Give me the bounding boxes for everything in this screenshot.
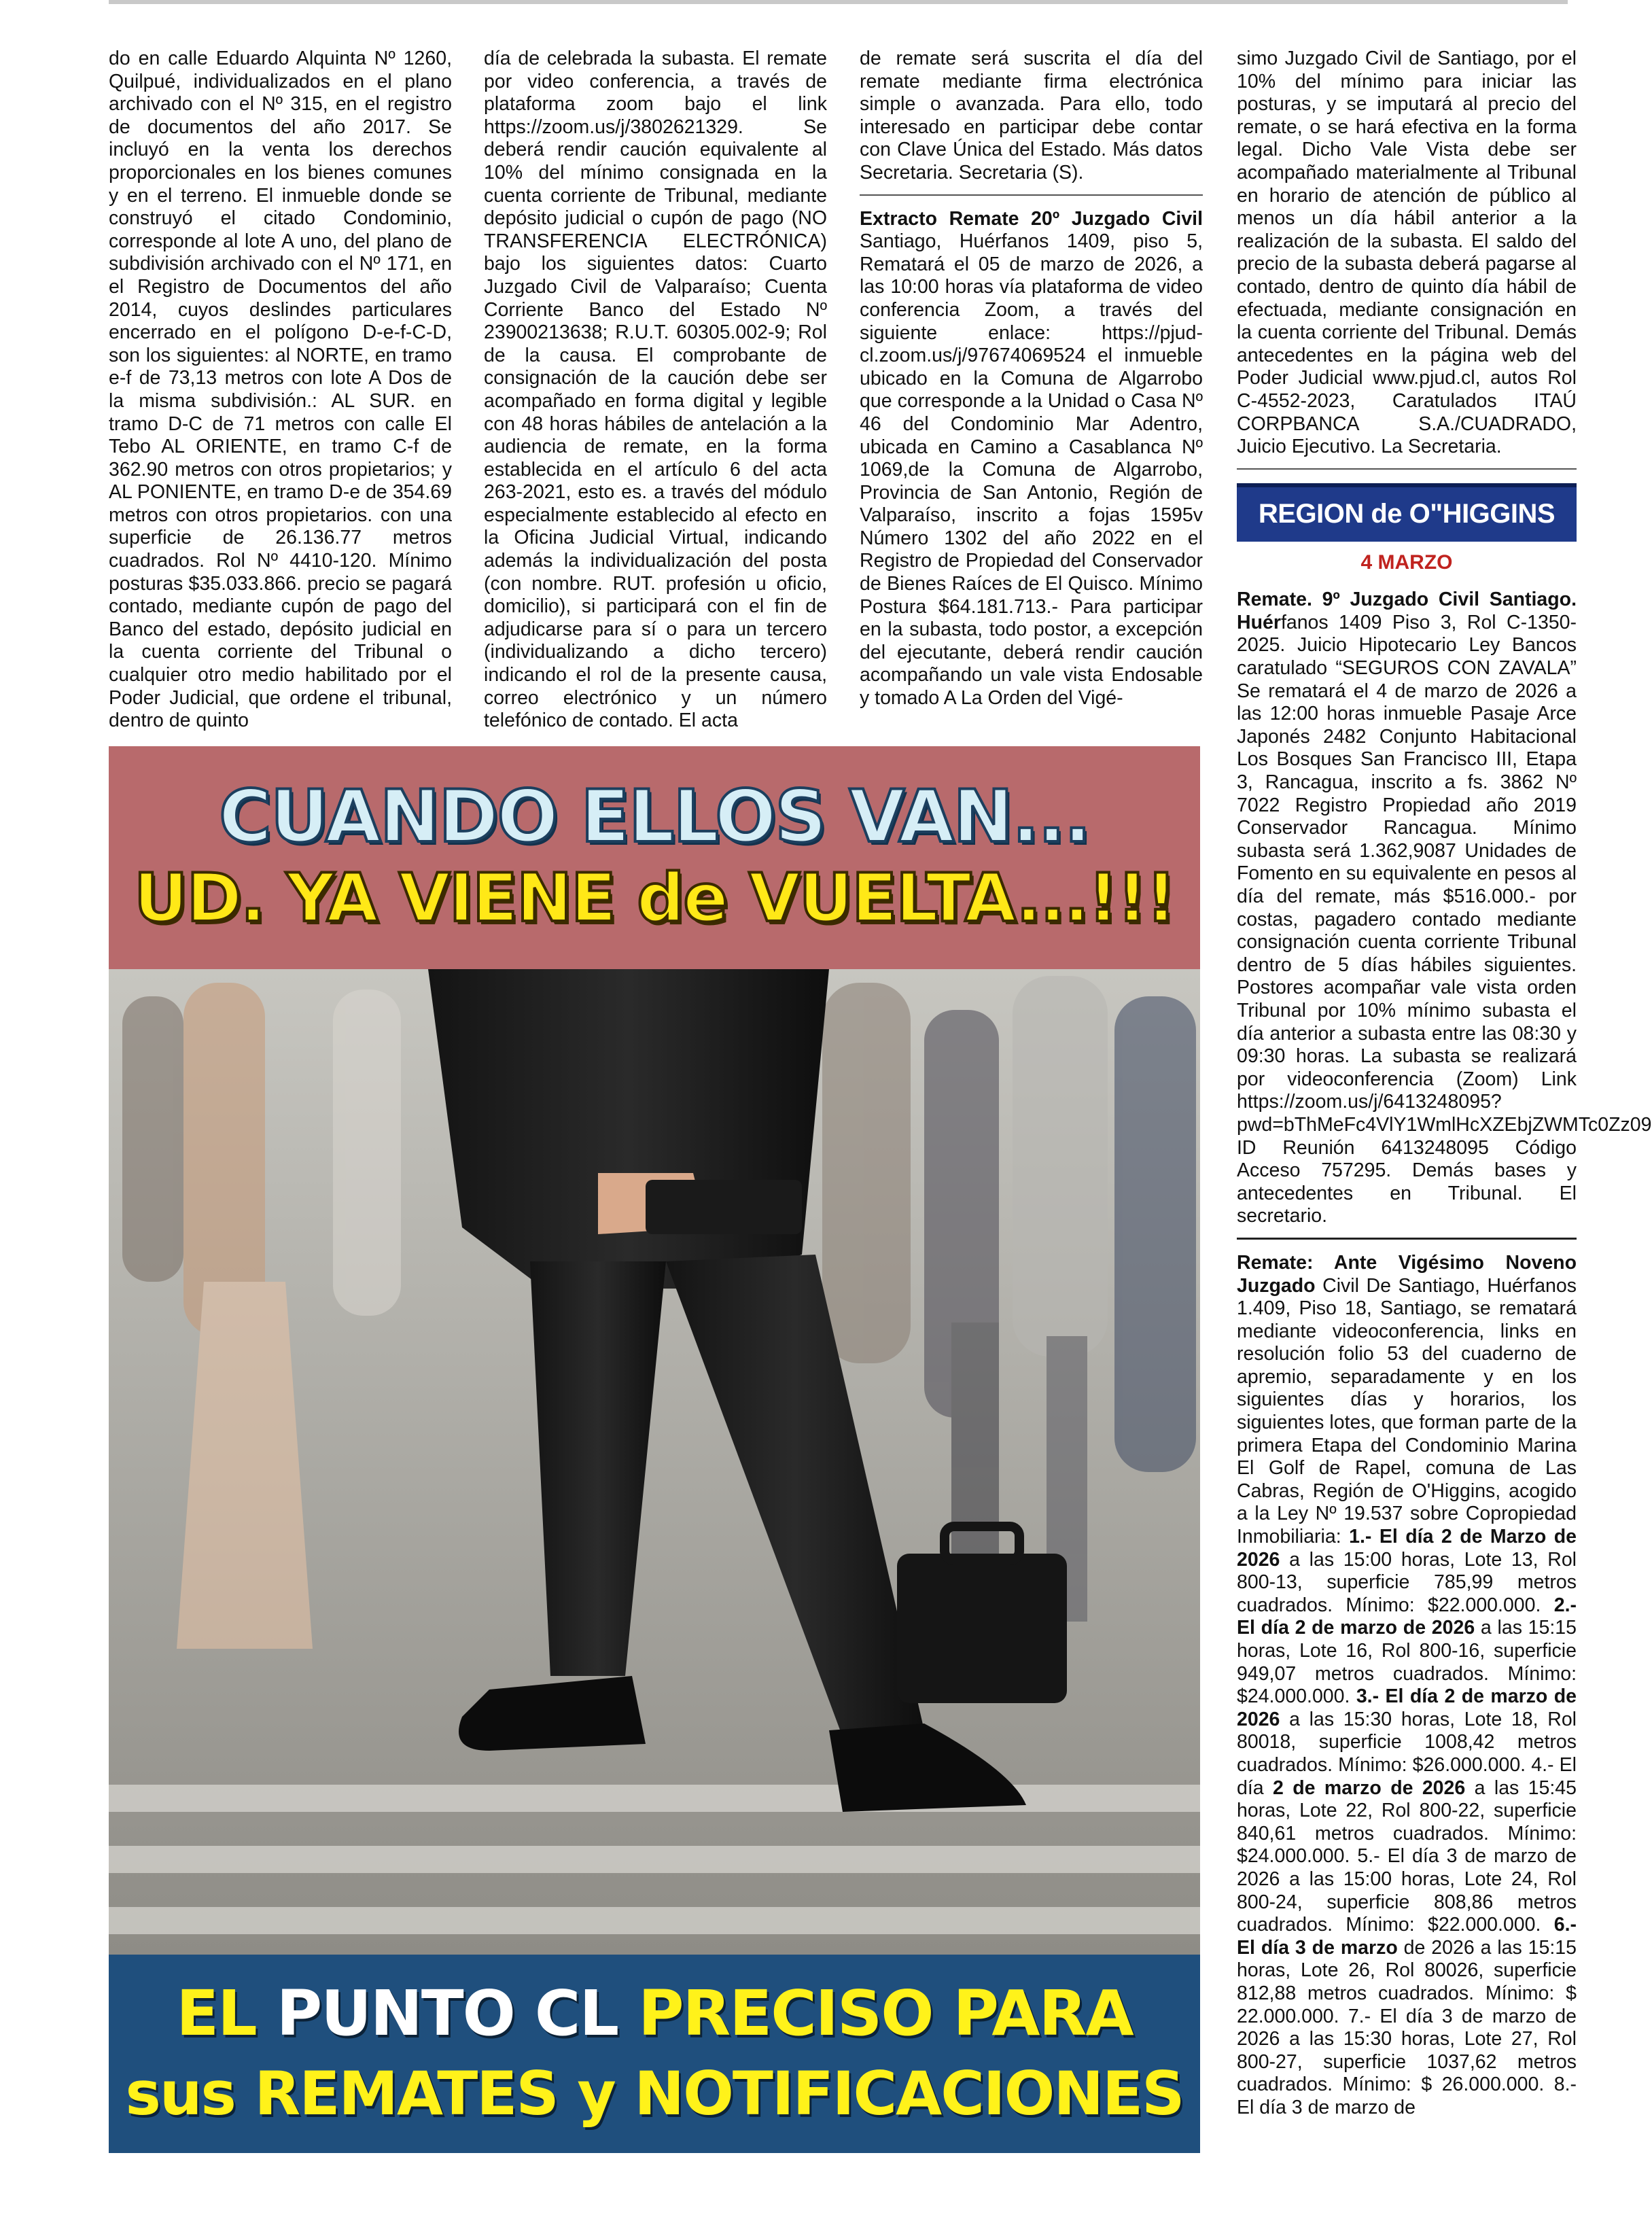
- ad-slogan-1: [176, 1974, 1132, 2054]
- date-heading: 4 MARZO: [1360, 550, 1453, 574]
- ad-photo-walking-businessman: [109, 969, 1200, 1955]
- ad-slogan-band: [109, 1955, 1200, 2153]
- ad-headline-2: UD. YA VIENE de VUELTA...!!!: [133, 860, 1176, 937]
- top-rule: [109, 0, 1568, 4]
- walking-crowd-illustration: [109, 969, 1200, 1955]
- column-4: [1237, 48, 1652, 2119]
- notice-text: día de celebrada la subasta. El remate por video conferencia, a través de plataforma zoom bajo el link https://zoom.us/j/3802621329. Se deberá rendir caución equivalente al 10% del mínimo consignada en la cuenta corriente de Tribunal, mediante depósito judicial o cupón de pago (NO TRANSFERENCIA ELECTRÓNICA) bajo los siguientes datos: Cuarto Juzgado Civil de Valparaíso; Cuenta Corriente Banco del Estado Nº 23900213638; R.U.T. 60305.002-9; Rol de la causa. El comprobante de consignación de la caución debe ser acompañado en forma digital y legible con 48 horas hábiles de antelación a la audiencia de remate, en la forma establecida en el artículo 6 del acta 263-2021, esto es. a través del módulo especialmente establecido al efecto en la Oficina Judicial Virtual, indicando además la individualización del posta (con nombre. RUT. profesión u oficio, domicilio), si participará con el fin de adjudicarse para sí o para un tercero (individualizando a dicho tercero) indicando el rol de la presente causa, correo electrónico y un número telefónico de contado. El acta: [484, 48, 827, 732]
- lot-date: 2 de marzo de 2026: [1273, 1777, 1466, 1799]
- lot-date: 3.- El día 2 de marzo de 2026: [1237, 1685, 1577, 1730]
- notice-heading: Extracto Remate 20º Juzgado Civil: [860, 207, 1203, 230]
- notice-text: a las 15:45 horas, Lote 22, Rol 800-22, superficie 840,61 metros cuadrados. Mínimo: $24.000.000. 5.- El día 3 de marzo de 2026 a las 15:00 horas, Lote 24, Rol 800-24, superficie 808,86 metros cuadrados. Mínimo: $22.000.000.: [1237, 1777, 1577, 1936]
- slogan-text: PRECISO PARA: [618, 1977, 1133, 2050]
- slogan-text: EL: [176, 1977, 277, 2050]
- notice-text: fanos 1409 Piso 3, Rol C-1350-2025. Juicio Hipotecario Ley Bancos caratulado “SEGUROS CON ZAVALA” Se rematará el 4 de marzo de 2026 a las 12:00 horas inmueble Pasaje Arce Japonés 2482 Conjunto Habitacional Los Bosques San Francisco III, Etapa 3, Rancagua, inscrito a fs. 3862 Nº 7022 Registro Propiedad año 2019 Conservador Rancagua. Mínimo subasta será 1.362,9087 Unidades de Fomento en su equivalente en pesos al día del remate, más $516.000.- por costas, pagadero contado mediante consignación cuenta corriente Tribunal dentro de 5 días hábiles siguientes. Postores acompañar vale vista orden Tribunal por 10% mínimo subasta el día anterior a subasta entre las 08:30 y 09:30 horas. La subasta se realizará por videoconferencia (Zoom) Link https://zoom.us/j/6413248095?pwd=bThMeFc4VlY1WmlHcXZEbjZWMTc0Zz09 ID Reunión 6413248095 Código Acceso 757295. Demás bases y antecedentes en Tribunal. El secretario.: [1237, 611, 1652, 1227]
- ad-headline-band: [109, 746, 1200, 969]
- notice-text: de remate será suscrita el día del remate mediante firma electrónica simple o avanzada. Para ello, todo interesado en participar debe contar con Clave Única del Estado. Más datos Secretaria. Secretaria (S).: [860, 48, 1203, 183]
- column-2: [484, 48, 827, 733]
- ad-headline-1: CUANDO ELLOS VAN...: [219, 775, 1090, 858]
- notice-divider: [1237, 468, 1577, 470]
- lot-date: 1.- El día 2 de Marzo de 2026: [1237, 1526, 1577, 1571]
- notice-heading: Remate: Ante Vigésimo Noveno Juzgado: [1237, 1251, 1577, 1297]
- notice-text: a las 15:30 horas, Lote 18, Rol 80018, superficie 1008,42 metros cuadrados. Mínimo: $26.000.000. 4.- El día: [1237, 1708, 1577, 1799]
- lot-date: 2.- El día 2 de marzo de 2026: [1237, 1594, 1577, 1639]
- notice-divider: [1237, 1238, 1577, 1240]
- notice-remate-29-juzgado: [1237, 1252, 1577, 2120]
- advertisement: [109, 746, 1200, 2153]
- lot-date: 6.- El día 3 de marzo: [1237, 1914, 1577, 1959]
- region-banner: REGION de O"HIGGINS: [1237, 483, 1577, 542]
- notice-text: a las 15:00 horas, Lote 13, Rol 800-13, superficie 785,99 metros cuadrados. Mínimo: $22.000.000.: [1237, 1548, 1577, 1616]
- notice-text: de 2026 a las 15:15 horas, Lote 26, Rol 80026, superficie 812,88 metros cuadrados. Mínimo: $ 22.000.000. 7.- El día 3 de marzo de 2026 a las 15:30 horas, Lote 27, Rol 800-27, superficie 1037,62 metros cuadrados. Mínimo: $ 26.000.000. 8.- El día 3 de marzo de: [1237, 1936, 1577, 2118]
- column-1: [109, 48, 452, 733]
- ad-slogan-2: sus REMATES y NOTIFICACIONES: [125, 2059, 1184, 2129]
- notice-remate-20-juzgado: [860, 208, 1203, 710]
- notice-text: Civil De Santiago, Huérfanos 1.409, Piso 18, Santiago, se rematará mediante videoconferencia, links en resolución folio 53 del cuaderno de apremio, separadamente y en los siguientes días y horarios, los siguientes lotes, que forman parte de la primera Etapa del Condominio Marina El Golf de Rapel, comuna de Las Cabras, Región de O'Higgins, acogido a la Ley Nº 19.537 sobre Copropiedad Inmobiliaria:: [1237, 1274, 1577, 1548]
- notice-text: simo Juzgado Civil de Santiago, por el 10% del mínimo para iniciar las posturas, y se imputará al precio del remate, o se hará efectiva en la forma legal. Dicho Vale Vista debe ser acompañado materialmente al Tribunal en horario de atención de público al menos un día hábil anterior a la realización de la subasta. El saldo del precio de la subasta deberá pagarse al contado, dentro de quinto día hábil de efectuada, mediante consignación en la cuenta corriente del Tribunal. Demás antecedentes en la página web del Poder Judicial www.pjud.cl, autos Rol C-4552-2023, Caratulados ITAÚ CORPBANCA S.A./CUADRADO, Juicio Ejecutivo. La Secretaria.: [1237, 48, 1577, 458]
- notice-heading: Remate. 9º Juzgado Civil Santiago. Huér: [1237, 589, 1577, 633]
- column-3: [860, 48, 1203, 710]
- slogan-brand: PUNTO CL: [276, 1977, 618, 2050]
- notice-divider: [860, 194, 1203, 196]
- notice-text: do en calle Eduardo Alquinta Nº 1260, Quilpué, individualizados en el plano archivado con el Nº 315, en el registro de documentos del año 2017. Se incluyó en la venta los derechos proporcionales en los bienes comunes y en el terreno. El inmueble donde se construyó el citado Condominio, corresponde al lote A uno, del plano de subdivisión archivado con el Nº 171, en el Registro de Documentos del año 2014, cuyos deslindes particulares encerrado en el polígono D-e-f-C-D, son los siguientes: al NORTE, en tramo e-f de 73,13 metros con lote A Dos de la misma subdivisión.: AL SUR. en tramo D-C de 71 metros con calle El Tebo AL ORIENTE, en tramo C-f de 362.90 metros con otros propietarios; y AL PONIENTE, en tramo D-e de 354.69 metros con otros propietarios. con una superficie de 26.136.77 metros cuadrados. Rol Nº 4410-120. Mínimo posturas $35.033.866. precio se pagará contado, mediante cupón de pago del Banco del estado, depósito judicial en la cuenta corriente del Tribunal o cualquier otro medio habilitado por el Poder Judicial, que ordene el tribunal, dentro de quinto: [109, 48, 452, 732]
- notice-text: Santiago, Huérfanos 1409, piso 5, Rematará el 05 de marzo de 2026, a las 10:00 horas vía plataforma de video conferencia Zoom, a través del siguiente enlace: https://pjud-cl.zoom.us/j/97674069524 el inmueble ubicado en la Comuna de Algarrobo que corresponde a la Unidad o Casa Nº 46 del Condominio Mar Adentro, ubicada en Camino a Casablanca Nº 1069,de la Comuna de Algarrobo, Provincia de San Antonio, Región de Valparaíso, inscrito a fojas 1595v Número 1302 del año 2022 en el Registro de Propiedad del Conservador de Bienes Raíces de El Quisco. Mínimo Postura $64.181.713.- Para participar en la subasta, todo postor, a excepción del ejecutante, deberá rendir caución acompañando un vale vista Endosable y tomado A La Orden del Vigé-: [860, 230, 1203, 710]
- notice-text: a las 15:15 horas, Lote 16, Rol 800-16, superficie 949,07 metros cuadrados. Mínimo: $24.000.000.: [1237, 1617, 1577, 1708]
- notice-remate-9-juzgado: [1237, 589, 1652, 1228]
